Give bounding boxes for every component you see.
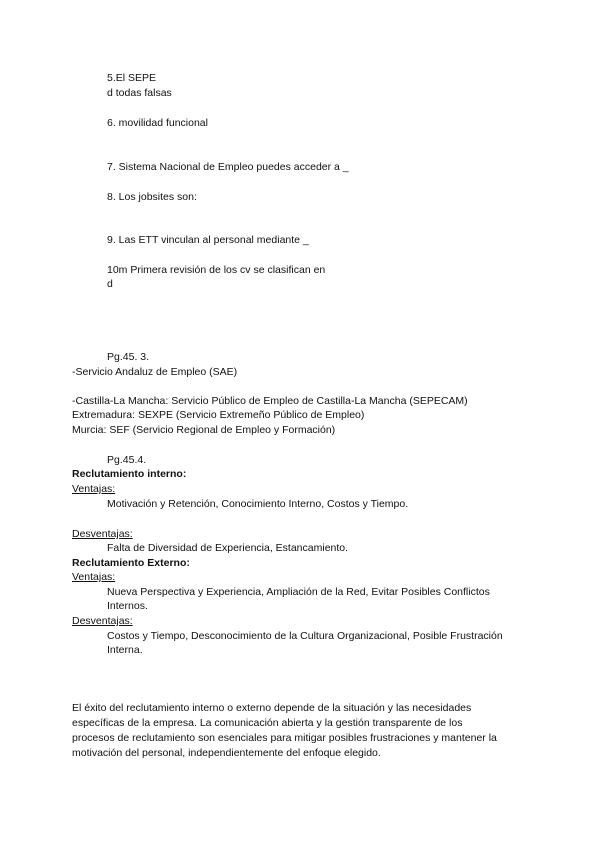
- external-advantages-label: Ventajas:: [72, 571, 116, 583]
- question-9: 9. Las ETT vinculan al personal mediante _: [107, 234, 309, 246]
- internal-disadvantages-label: Desventajas:: [72, 528, 133, 540]
- question-5-answer: d todas falsas: [107, 87, 172, 99]
- section-heading-pg45-4: Pg.45.4.: [107, 454, 147, 466]
- external-disadvantages-line1: Costos y Tiempo, Desconocimiento de la Cultura Organizacional, Posible Frustración: [107, 630, 503, 642]
- question-8: 8. Los jobsites son:: [107, 191, 197, 203]
- conclusion-line-4: motivación del personal, independientemente del enfoque elegido.: [72, 747, 381, 759]
- employment-service-castilla: -Castilla-La Mancha: Servicio Público de Empleo de Castilla-La Mancha (SEPECAM): [72, 395, 468, 407]
- conclusion-line-2: específicas de la empresa. La comunicación abierta y la gestión transparente de los: [72, 717, 463, 729]
- internal-recruitment-title: Reclutamiento interno:: [72, 468, 187, 480]
- external-advantages-line1: Nueva Perspectiva y Experiencia, Ampliación de la Red, Evitar Posibles Conflictos: [107, 586, 490, 598]
- external-disadvantages-label: Desventajas:: [72, 615, 133, 627]
- internal-advantages-text: Motivación y Retención, Conocimiento Interno, Costos y Tiempo.: [107, 498, 409, 510]
- question-7: 7. Sistema Nacional de Empleo puedes acceder a _: [107, 161, 349, 173]
- employment-service-extremadura: Extremadura: SEXPE (Servicio Extremeño Público de Empleo): [72, 409, 365, 421]
- section-heading-pg45-3: Pg.45. 3.: [107, 351, 150, 363]
- external-advantages-line2: Internos.: [107, 600, 148, 612]
- question-10-title: 10m Primera revisión de los cv se clasifican en: [107, 264, 326, 276]
- employment-service-murcia: Murcia: SEF (Servicio Regional de Empleo y Formación): [72, 424, 336, 436]
- conclusion-line-3: procesos de reclutamiento son esenciales para mitigar posibles frustraciones y mantener la: [72, 732, 497, 744]
- employment-service-andalucia: -Servicio Andaluz de Empleo (SAE): [72, 366, 238, 378]
- question-5-title: 5.El SEPE: [107, 72, 157, 84]
- conclusion-line-1: El éxito del reclutamiento interno o externo depende de la situación y las necesidades: [72, 702, 472, 714]
- question-6: 6. movilidad funcional: [107, 117, 208, 129]
- external-recruitment-title: Reclutamiento Externo:: [72, 557, 190, 569]
- question-10-answer: d: [107, 278, 113, 290]
- internal-disadvantages-text: Falta de Diversidad de Experiencia, Estancamiento.: [107, 542, 349, 554]
- internal-advantages-label: Ventajas:: [72, 483, 116, 495]
- external-disadvantages-line2: Interna.: [107, 644, 143, 656]
